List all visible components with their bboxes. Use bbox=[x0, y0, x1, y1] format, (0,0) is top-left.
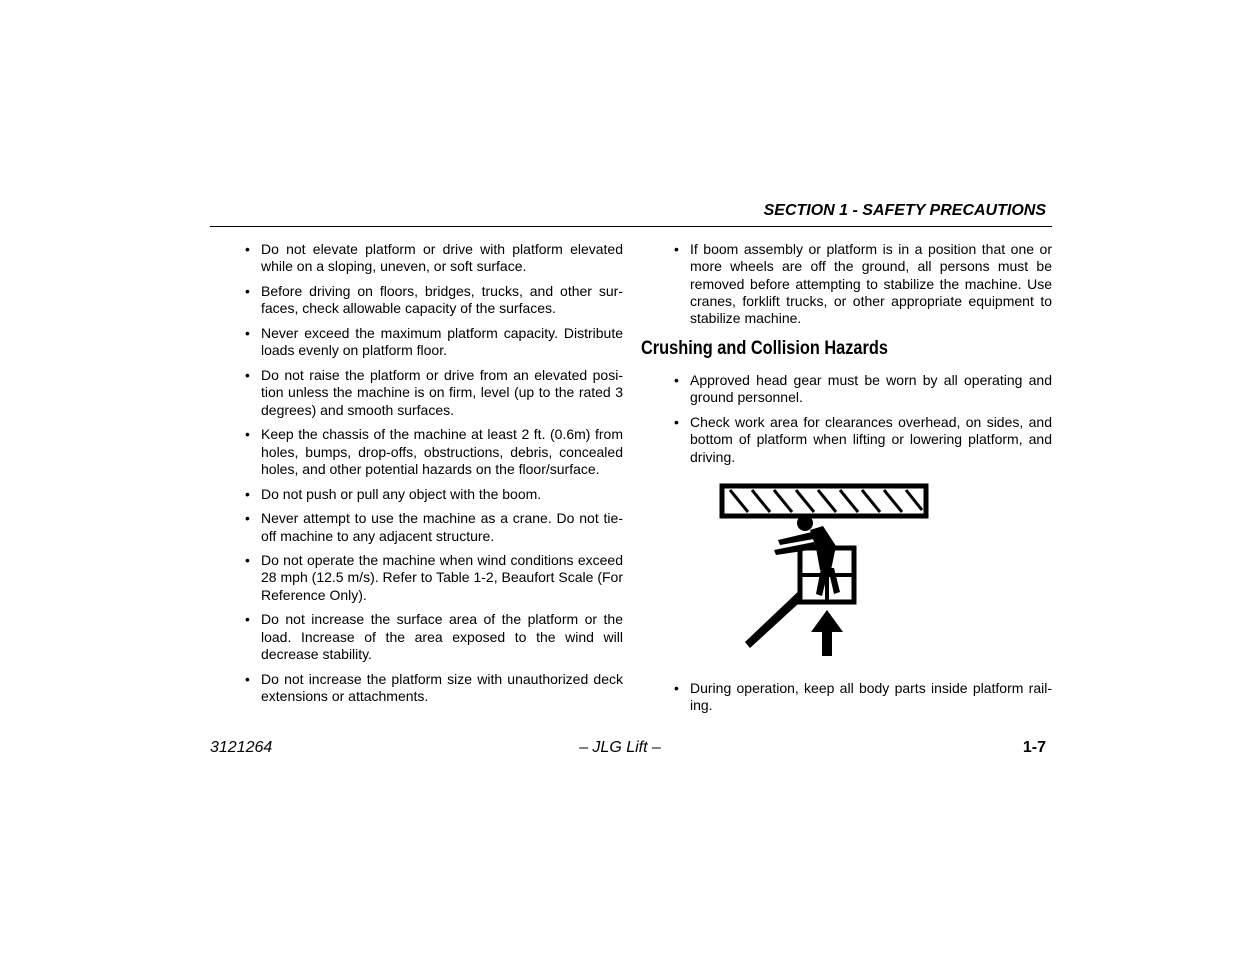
list-item: • Do not operate the machine when wind conditions exceed 28 mph (12.5 m/s). Refer to Table 1-2, Beaufort Scale (For Reference Only). bbox=[245, 552, 623, 604]
header-divider bbox=[210, 226, 1052, 227]
right-bottom-bullet-list bbox=[674, 680, 1052, 715]
list-item: • Never exceed the maximum platform capacity. Distribute loads evenly on platform floor. bbox=[245, 325, 623, 360]
page-number: 1-7 bbox=[1022, 739, 1046, 756]
list-item: • Do not raise the platform or drive from an elevated posi-tion unless the machine is on firm, level (up to the rated 3 degrees) and smooth surfaces. bbox=[245, 367, 623, 419]
right-column-top bbox=[674, 241, 1052, 335]
list-item: • Do not push or pull any object with the boom. bbox=[245, 486, 623, 503]
right-top-bullet-list bbox=[674, 241, 1052, 327]
list-item: • Do not elevate platform or drive with platform elevated while on a sloping, uneven, or soft surface. bbox=[245, 241, 623, 276]
overhead-crush-hazard-icon bbox=[718, 482, 930, 660]
list-item: • During operation, keep all body parts inside platform rail-ing. bbox=[674, 680, 1052, 715]
document-number: 3121264 bbox=[210, 739, 273, 756]
list-item: • Approved head gear must be worn by all operating and ground personnel. bbox=[674, 372, 1052, 407]
hazard-bullet-list bbox=[674, 372, 1052, 466]
right-column-bottom bbox=[674, 680, 1052, 722]
left-bullet-list bbox=[245, 241, 623, 705]
list-item: • Check work area for clearances overhead, on sides, and bottom of platform when lifting or lowering platform, and driving. bbox=[674, 414, 1052, 466]
section-heading: Crushing and Collision Hazards bbox=[641, 338, 888, 359]
footer-brand: – JLG Lift – bbox=[579, 739, 661, 756]
list-item: • If boom assembly or platform is in a position that one or more wheels are off the ground, all persons must be removed before attempting to stabilize the machine. Use cranes, forklift trucks, or other appropriate equipment to stabilize machine. bbox=[674, 241, 1052, 327]
hazard-bullets bbox=[674, 372, 1052, 473]
list-item: • Before driving on floors, bridges, trucks, and other sur-faces, check allowable capacity of the surfaces. bbox=[245, 283, 623, 318]
list-item: • Never attempt to use the machine as a crane. Do not tie-off machine to any adjacent structure. bbox=[245, 510, 623, 545]
list-item: • Do not increase the platform size with unauthorized deck extensions or attachments. bbox=[245, 671, 623, 706]
left-column bbox=[245, 241, 623, 713]
list-item: • Keep the chassis of the machine at least 2 ft. (0.6m) from holes, bumps, drop-offs, obstructions, debris, concealed holes, and other potential hazards on the floor/surface. bbox=[245, 426, 623, 478]
section-title: SECTION 1 - SAFETY PRECAUTIONS bbox=[763, 202, 1046, 219]
list-item: • Do not increase the surface area of the platform or the load. Increase of the area exposed to the wind will decrease stability. bbox=[245, 611, 623, 663]
